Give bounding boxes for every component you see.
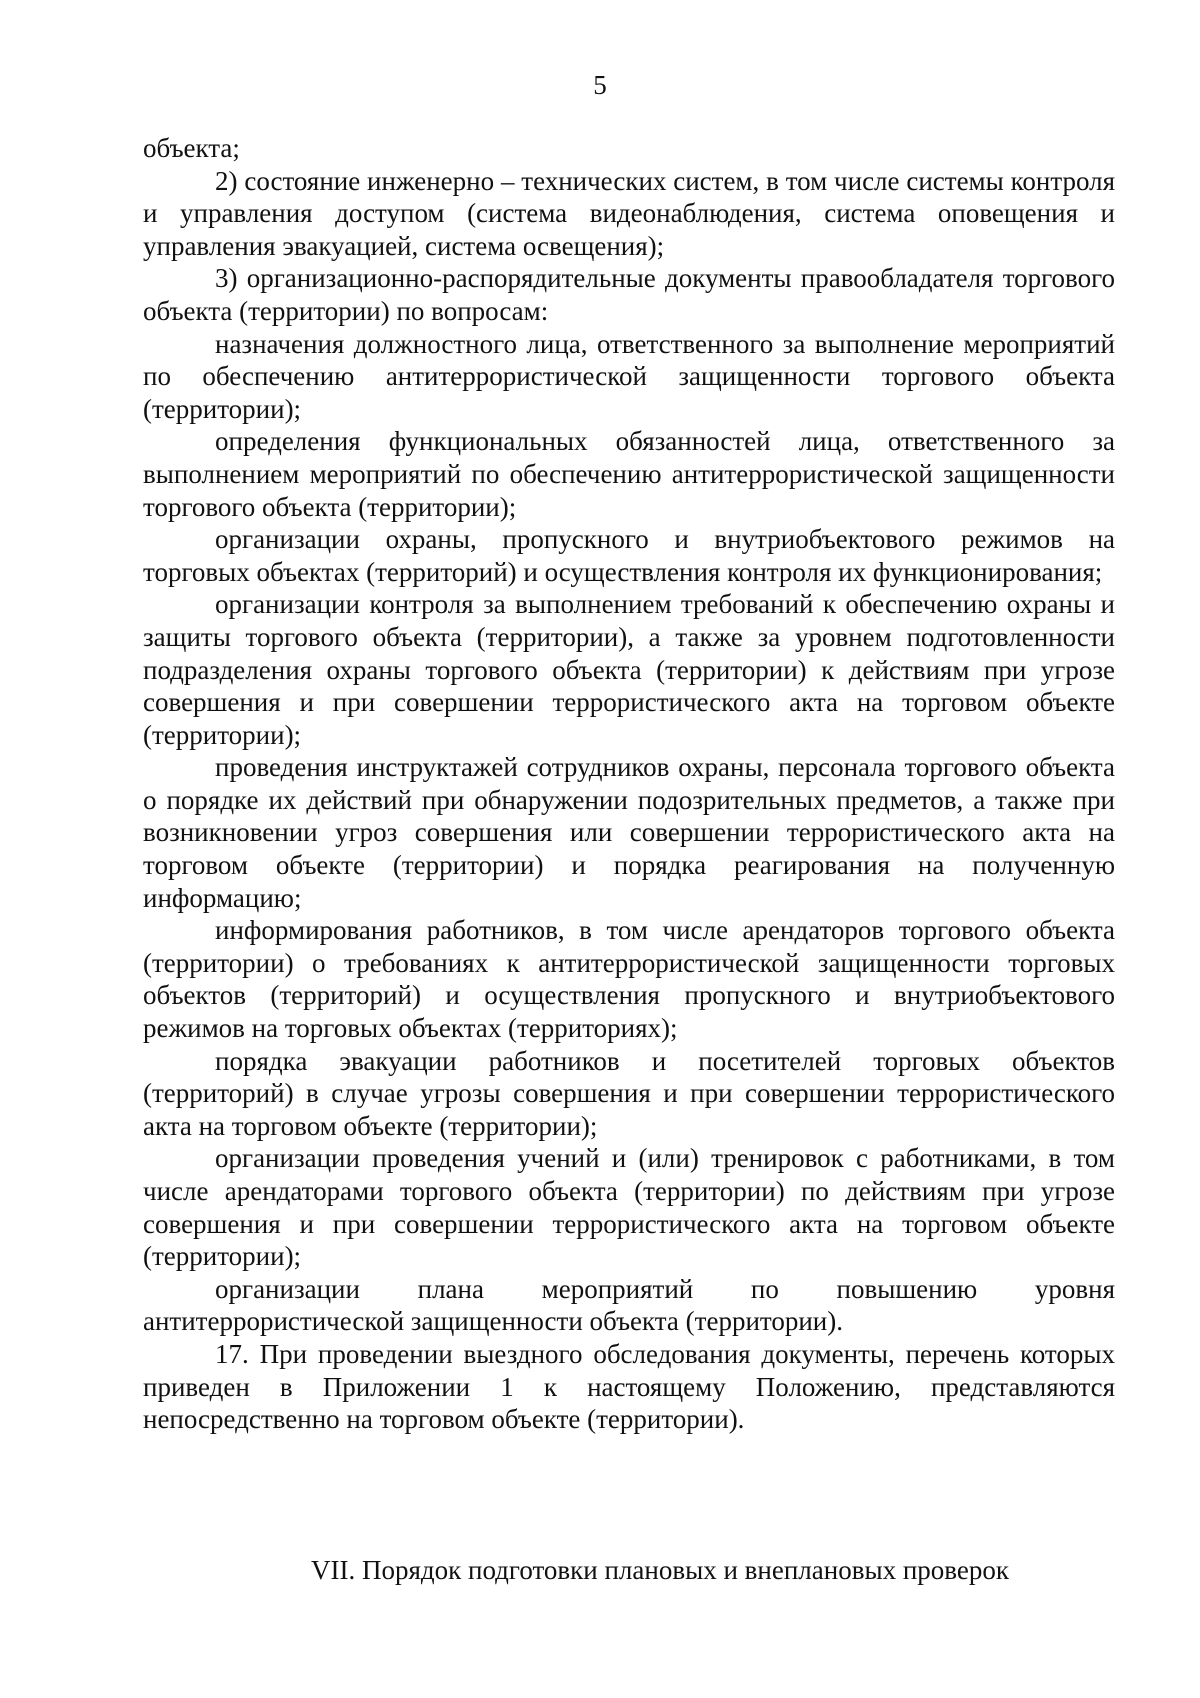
- paragraph-duties: определения функциональных обязанностей лица, ответственного за выполнением мероприятий по обеспечению антитеррористической защищенности торгового объекта (территории);: [143, 426, 1115, 522]
- page-number: 5: [593, 70, 607, 100]
- paragraph-continuation: объекта;: [143, 133, 240, 163]
- paragraph-informing: информирования работников, в том числе арендаторов торгового объекта (территории) о требованиях к антитеррористической защищенности торговых объектов (территорий) и осуществления пропускного и внутриобъектового режимов на торговых объектах (территориях);: [143, 915, 1115, 1044]
- paragraph-item-3: 3) организационно-распорядительные документы правообладателя торгового объекта (территории) по вопросам:: [143, 263, 1115, 326]
- paragraph-drills: организации проведения учений и (или) тренировок с работниками, в том числе арендаторами торгового объекта (территории) по действиям при угрозе совершения и при совершении террористического акта на торговом объекте (территории);: [143, 1143, 1115, 1272]
- paragraph-evacuation: порядка эвакуации работников и посетителей торговых объектов (территорий) в случае угрозы совершения и при совершении террористического акта на торговом объекте (территории);: [143, 1045, 1115, 1141]
- paragraph-action-plan: организации плана мероприятий по повышению уровня антитеррористической защищенности объекта (территории).: [143, 1273, 1115, 1337]
- paragraph-item-17: 17. При проведении выездного обследования документы, перечень которых приведен в Приложении 1 к настоящему Положению, представляются непосредственно на торговом объекте (территории).: [143, 1338, 1115, 1435]
- section-heading: VII. Порядок подготовки плановых и внеплановых проверок: [311, 1555, 1009, 1585]
- paragraph-control: организации контроля за выполнением требований к обеспечению охраны и защиты торгового объекта (территории), а также за уровнем подготовленности подразделения охраны торгового объекта (территории) к действиям при угрозе совершения и при совершении террористического акта на торговом объекте (территории);: [143, 589, 1115, 750]
- document-body: [143, 132, 1115, 1436]
- paragraph-security-regime: организации охраны, пропускного и внутриобъектового режимов на торговых объектах (территорий) и осуществления контроля их функционирования;: [143, 524, 1115, 587]
- paragraph-briefings: проведения инструктажей сотрудников охраны, персонала торгового объекта о порядке их действий при обнаружении подозрительных предметов, а также при возникновении угроз совершения или совершении террористического акта на торговом объекте (территории) и порядка реагирования на полученную информацию;: [143, 752, 1115, 913]
- paragraph-item-2: 2) состояние инженерно – технических систем, в том числе системы контроля и управления доступом (система видеонаблюдения, система оповещения и управления эвакуацией, система освещения);: [143, 165, 1115, 261]
- paragraph-designation: назначения должностного лица, ответственного за выполнение мероприятий по обеспечению антитеррористической защищенности торгового объекта (территории);: [143, 328, 1115, 424]
